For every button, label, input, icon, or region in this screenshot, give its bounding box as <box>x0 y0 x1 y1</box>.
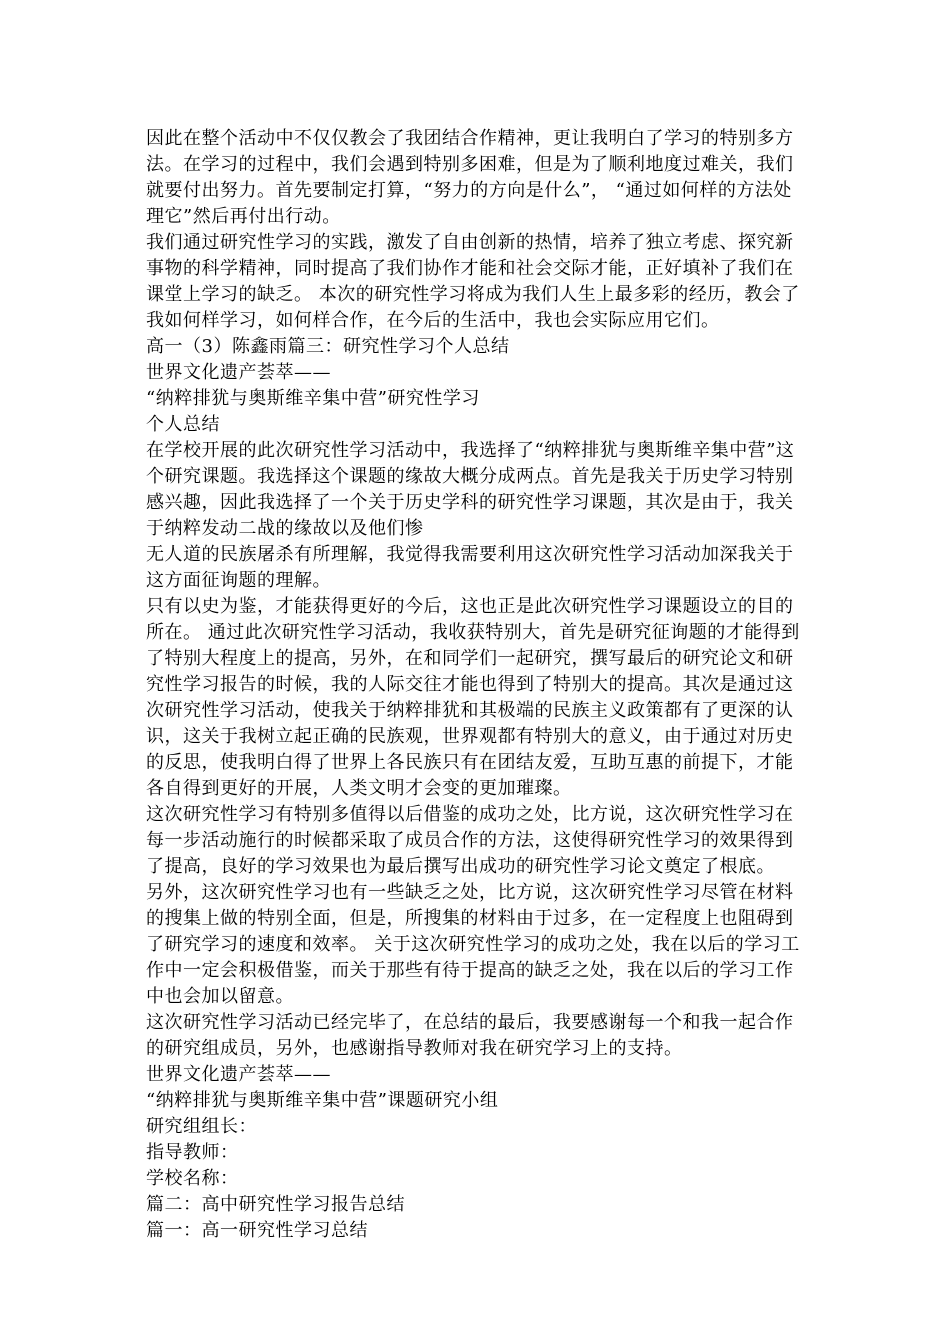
paragraph-topic-choice: 在学校开展的此次研究性学习活动中，我选择了“纳粹排犹与奥斯维辛集中营”这个研究课题。我选择这个课题的缘故大概分成两点。首先是我关于历史学习特别感兴趣，因此我选择了一个关于历史学科的研究性学习课题，其次是由于，我关于纳粹发动二战的缘故以及他们惨 <box>146 440 795 539</box>
footer-school-name: 学校名称： <box>146 1168 239 1189</box>
paragraph-understanding: 无人道的民族屠杀有所理解，我觉得我需要利用这次研究性学习活动加深我关于这方面征询题的理解。 <box>146 544 794 591</box>
heading-topic: “纳粹排犹与奥斯维辛集中营”研究性学习 <box>146 388 480 409</box>
paragraph-author-and-title: 高一（3）陈鑫雨篇三：研究性学习个人总结 <box>146 336 510 357</box>
heading-world-heritage: 世界文化遗产荟萃—— <box>146 362 331 383</box>
footer-section-two: 篇二：高中研究性学习报告总结 <box>146 1194 405 1215</box>
heading-personal-summary: 个人总结 <box>146 414 220 435</box>
footer-advisor: 指导教师： <box>146 1142 239 1163</box>
footer-group-leader: 研究组组长： <box>146 1116 257 1137</box>
paragraph-gains: 只有以史为鉴，才能获得更好的今后，这也正是此次研究性学习课题设立的目的所在。 通过此次研究性学习活动，我收获特别大，首先是研究征询题的才能得到了特别大程度上的提高，另外，在和同学们一起研究，撰写最后的研究论文和研究性学习报告的时候，我的人际交往才能也得到了特别大的提高。其次是通过这次研究性学习活动，使我关于纳粹排犹和其极端的民族主义政策都有了更深的认识，这关于我树立起正确的民族观，世界观都有特别大的意义，由于通过对历史的反思，使我明白得了世界上各民族只有在团结友爱，互助互惠的前提下，才能各自得到更好的开展，人类文明才会变的更加璀璨。 <box>146 596 800 799</box>
footer-research-group: “纳粹排犹与奥斯维辛集中营”课题研究小组 <box>146 1090 499 1111</box>
document-body <box>146 126 808 1244</box>
footer-world-heritage: 世界文化遗产荟萃—— <box>146 1064 331 1085</box>
paragraph-teamwork: 因此在整个活动中不仅仅教会了我团结合作精神，更让我明白了学习的特别多方法。在学习的过程中，我们会遇到特别多困难，但是为了顺利地度过难关，我们就要付出努力。首先要制定打算，“努力的方向是什么”， “通过如何样的方法处理它”然后再付出行动。 <box>146 128 794 227</box>
footer-section-one: 篇一：高一研究性学习总结 <box>146 1220 368 1241</box>
paragraph-thanks: 这次研究性学习活动已经完毕了，在总结的最后，我要感谢每一个和我一起合作的研究组成员，另外，也感谢指导教师对我在研究学习上的支持。 <box>146 1012 794 1059</box>
paragraph-practice: 我们通过研究性学习的实践，激发了自由创新的热情，培养了独立考虑、探究新事物的科学精神，同时提高了我们协作才能和社会交际才能，正好填补了我们在课堂上学习的缺乏。 本次的研究性学习将成为我们人生上最多彩的经历，教会了我如何样学习，如何样合作，在今后的生活中，我也会实际应用它们。 <box>146 232 800 331</box>
paragraph-shortcomings: 另外，这次研究性学习也有一些缺乏之处，比方说，这次研究性学习尽管在材料的搜集上做的特别全面，但是，所搜集的材料由于过多，在一定程度上也阻碍到了研究学习的速度和效率。 关于这次研究性学习的成功之处，我在以后的学习工作中一定会积极借鉴，而关于那些有待于提高的缺乏之处，我在以后的学习工作中也会加以留意。 <box>146 882 800 1007</box>
paragraph-successes: 这次研究性学习有特别多值得以后借鉴的成功之处，比方说，这次研究性学习在每一步活动施行的时候都采取了成员合作的方法，这使得研究性学习的效果得到了提高，良好的学习效果也为最后撰写出成功的研究性学习论文奠定了根底。 <box>146 804 794 877</box>
